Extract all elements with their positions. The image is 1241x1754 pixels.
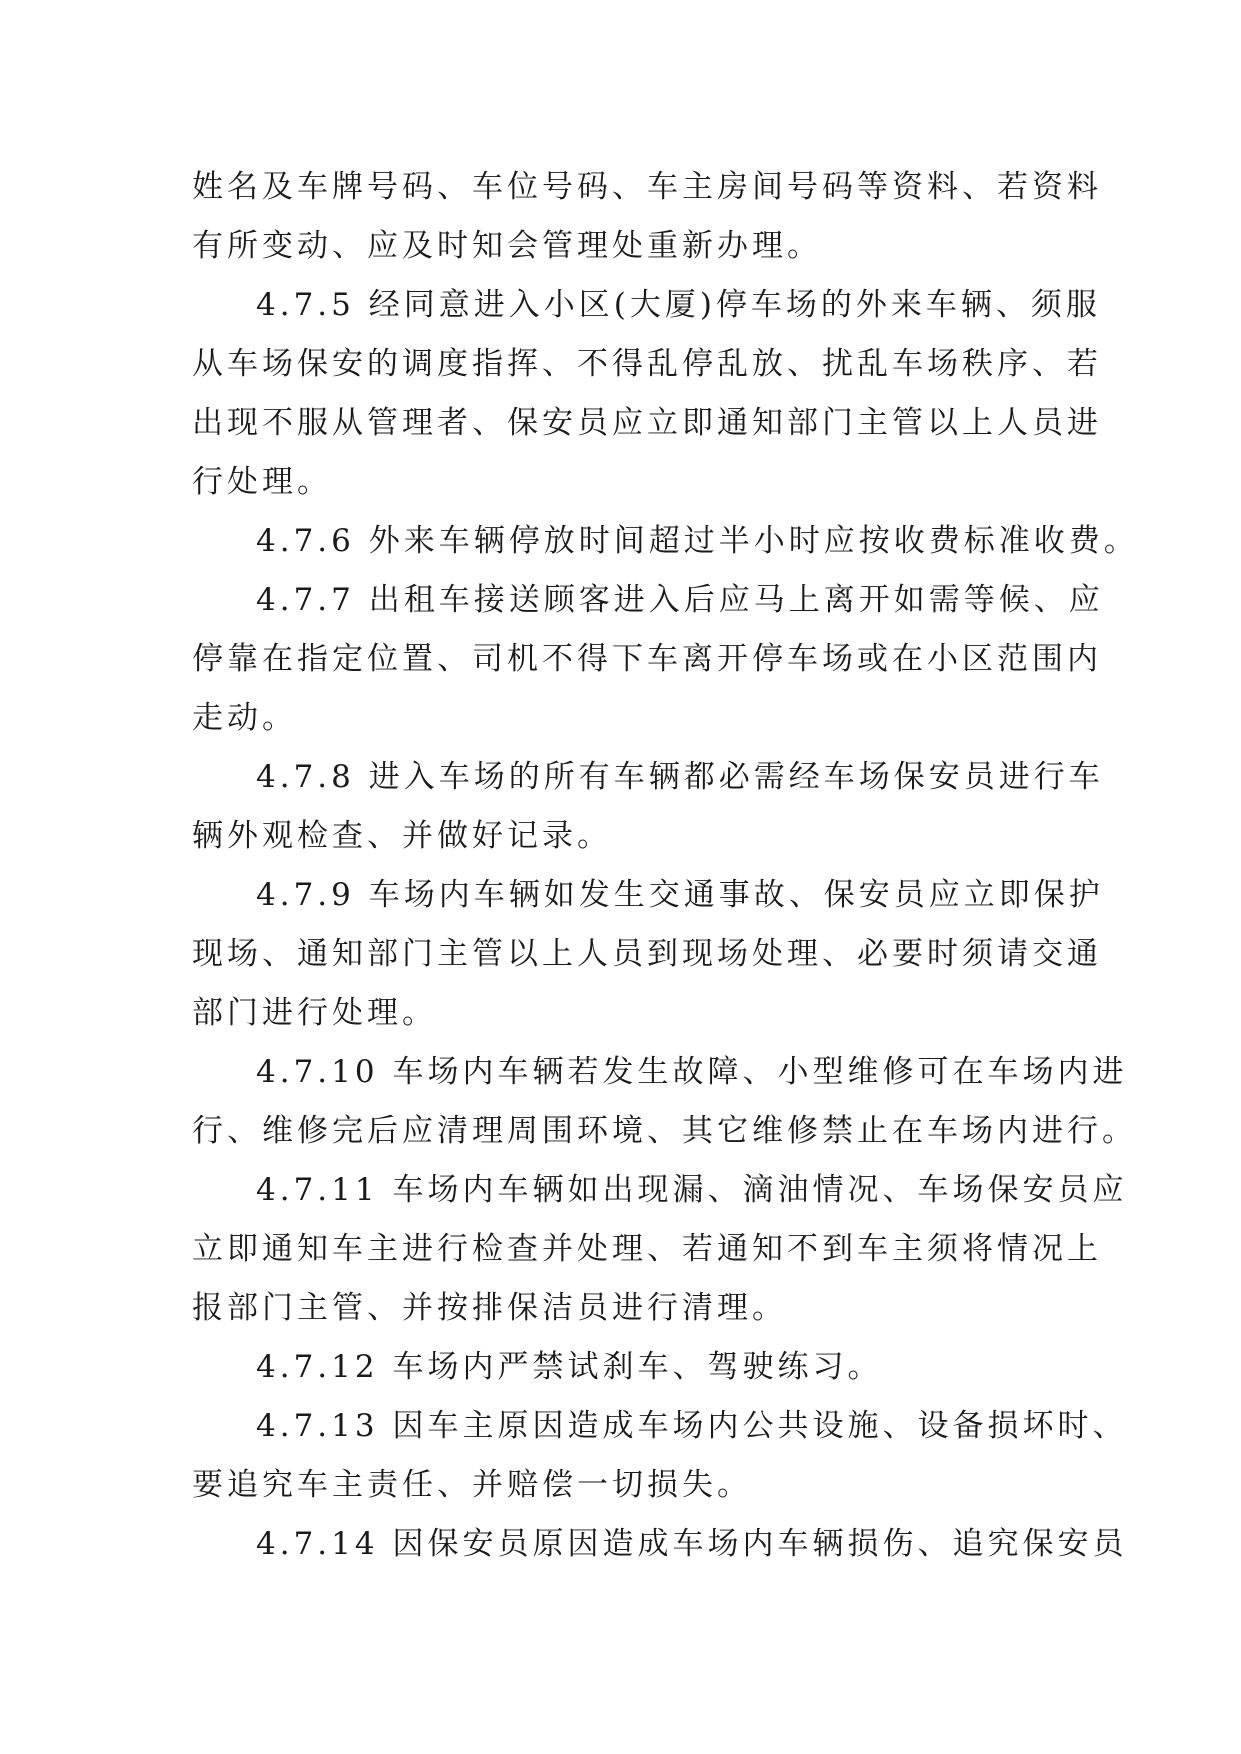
- text-line: 部门进行处理。: [192, 995, 437, 1031]
- text-line: 4.7.14 因保安员原因造成车场内车辆损伤、追究保安员: [256, 1526, 1128, 1562]
- paragraph: [192, 1515, 1128, 1574]
- text-line: 4.7.6 外来车辆停放时间超过半小时应按收费标准收费。: [256, 523, 1139, 559]
- text-line: 出现不服从管理者、保安员应立即通知部门主管以上人员进: [192, 405, 1102, 441]
- paragraph: [192, 866, 1104, 1043]
- paragraph: [192, 748, 1104, 866]
- text-line: 4.7.5 经同意进入小区(大厦)停车场的外来车辆、须服: [256, 287, 1101, 323]
- paragraph: [192, 1043, 1137, 1161]
- paragraph: [192, 1161, 1128, 1338]
- text-line: 行处理。: [192, 464, 332, 500]
- text-line: 辆外观检查、并做好记录。: [192, 818, 612, 854]
- text-line: 行、维修完后应清理周围环境、其它维修禁止在车场内进行。: [192, 1113, 1137, 1149]
- text-line: 走动。: [192, 700, 297, 736]
- text-line: 立即通知车主进行检查并处理、若通知不到车主须将情况上: [192, 1231, 1102, 1267]
- text-line: 报部门主管、并按排保洁员进行清理。: [192, 1290, 787, 1326]
- document-body: [192, 158, 1139, 1574]
- text-line: 4.7.11 车场内车辆如出现漏、滴油情况、车场保安员应: [256, 1172, 1128, 1208]
- text-line: 4.7.10 车场内车辆若发生故障、小型维修可在车场内进: [256, 1054, 1128, 1090]
- text-line: 4.7.7 出租车接送顾客进入后应马上离开如需等候、应: [256, 582, 1104, 618]
- paragraph: [192, 276, 1102, 512]
- paragraph: [192, 512, 1139, 571]
- paragraph: [192, 571, 1104, 748]
- text-line: 停靠在指定位置、司机不得下车离开停车场或在小区范围内: [192, 641, 1102, 677]
- text-line: 4.7.9 车场内车辆如发生交通事故、保安员应立即保护: [256, 877, 1104, 913]
- text-line: 4.7.13 因车主原因造成车场内公共设施、设备损坏时、: [256, 1408, 1128, 1444]
- text-line: 要追究车主责任、并赔偿一切损失。: [192, 1467, 752, 1503]
- text-line: 从车场保安的调度指挥、不得乱停乱放、扰乱车场秩序、若: [192, 346, 1102, 382]
- text-line: 4.7.8 进入车场的所有车辆都必需经车场保安员进行车: [256, 759, 1104, 795]
- text-line: 有所变动、应及时知会管理处重新办理。: [192, 228, 822, 264]
- text-line: 现场、通知部门主管以上人员到现场处理、必要时须请交通: [192, 936, 1102, 972]
- paragraph: [192, 1397, 1128, 1515]
- paragraph: [192, 1338, 1052, 1397]
- text-line: 4.7.12 车场内严禁试刹车、驾驶练习。: [256, 1349, 883, 1385]
- text-line: 姓名及车牌号码、车位号码、车主房间号码等资料、若资料: [192, 169, 1102, 205]
- paragraph: [192, 158, 1102, 276]
